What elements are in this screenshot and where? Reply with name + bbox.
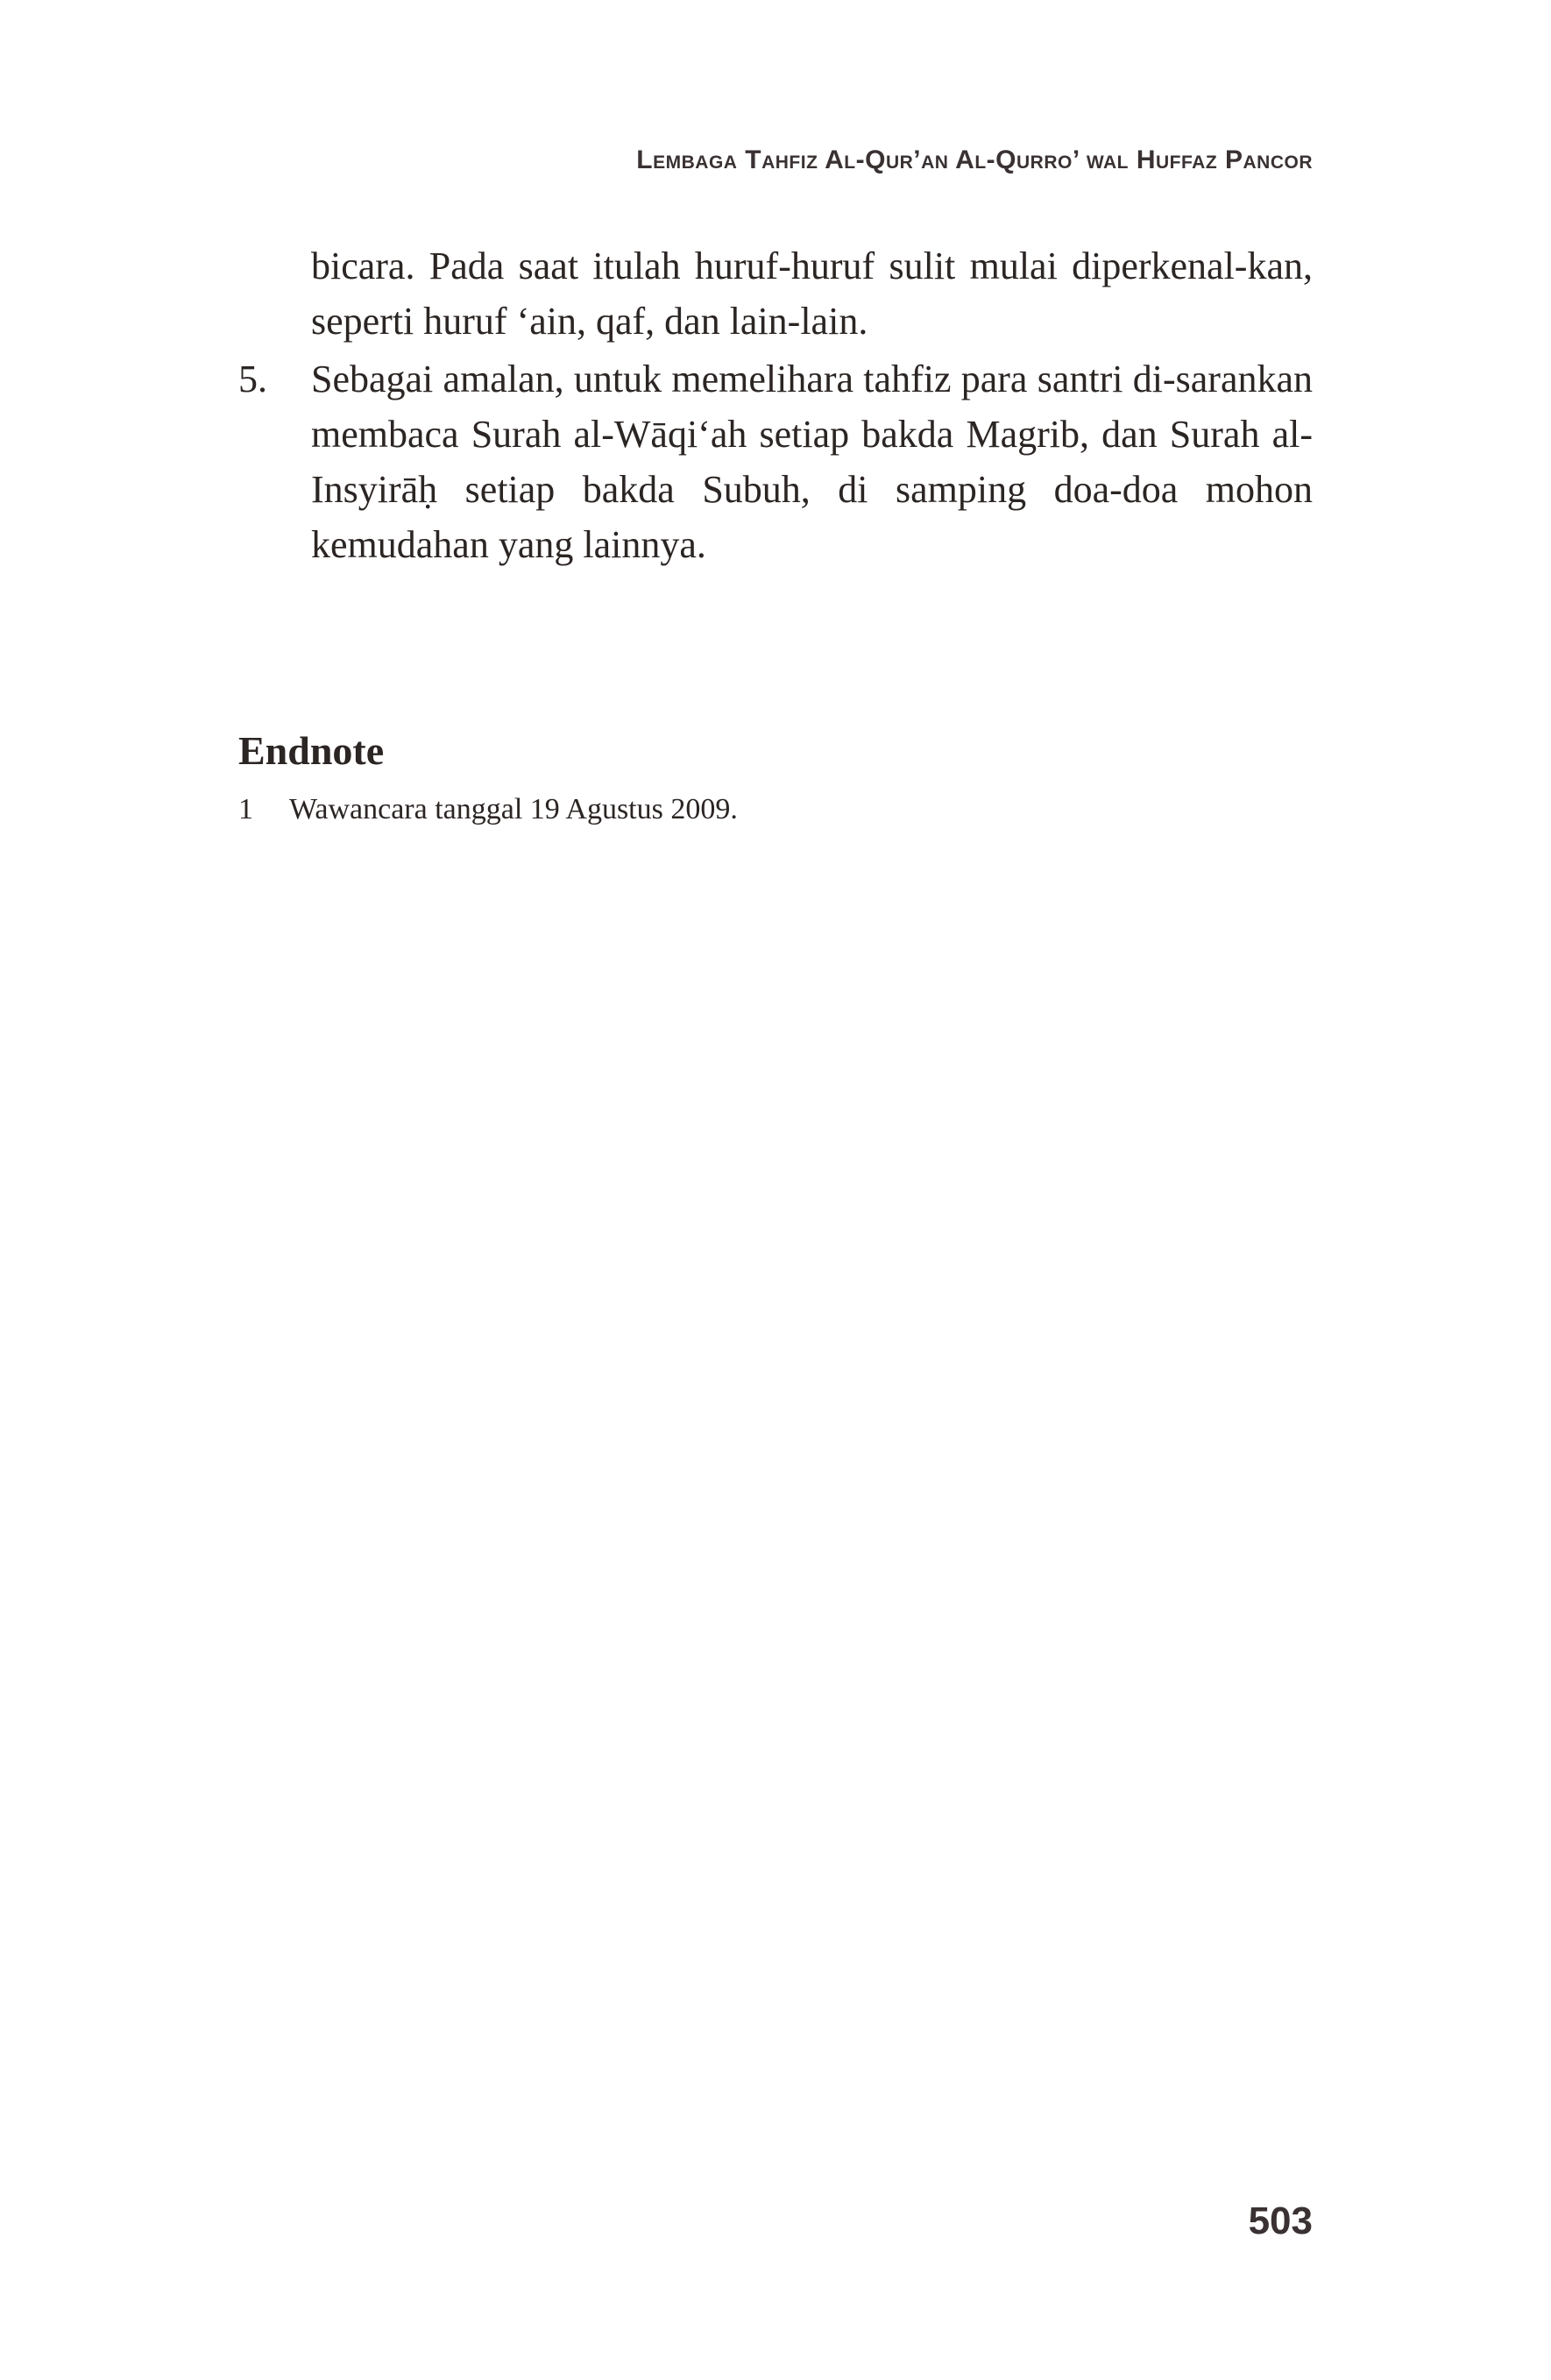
list-item-number: 5. [238,358,267,400]
list-item-text: Sebagai amalan, untuk memelihara tahfiz para santri di-sarankan membaca Surah al-Wāqi‘ah setiap bakda Magrib, dan Surah al-Insyirāḥ setiap bakda Subuh, di samping doa-doa mohon kemudahan yang lainnya. [311,358,1313,566]
page-number: 503 [1248,2199,1313,2242]
running-header: Lembaga Tahfiz Al-Qur’an Al-Qurro’ wal Huffaz Pancor [636,145,1313,174]
endnote-heading: Endnote [238,728,385,773]
endnote-text: Wawancara tanggal 19 Agustus 2009. [289,793,738,825]
endnote-item [238,793,738,826]
endnote-number: 1 [238,793,253,825]
body-text [238,238,1313,572]
list-item [238,351,1313,572]
continuation-paragraph: bicara. Pada saat itulah huruf-huruf sulit mulai diperkenal-kan, seperti huruf ‘ain, qaf, dan lain-lain. [311,244,1313,343]
